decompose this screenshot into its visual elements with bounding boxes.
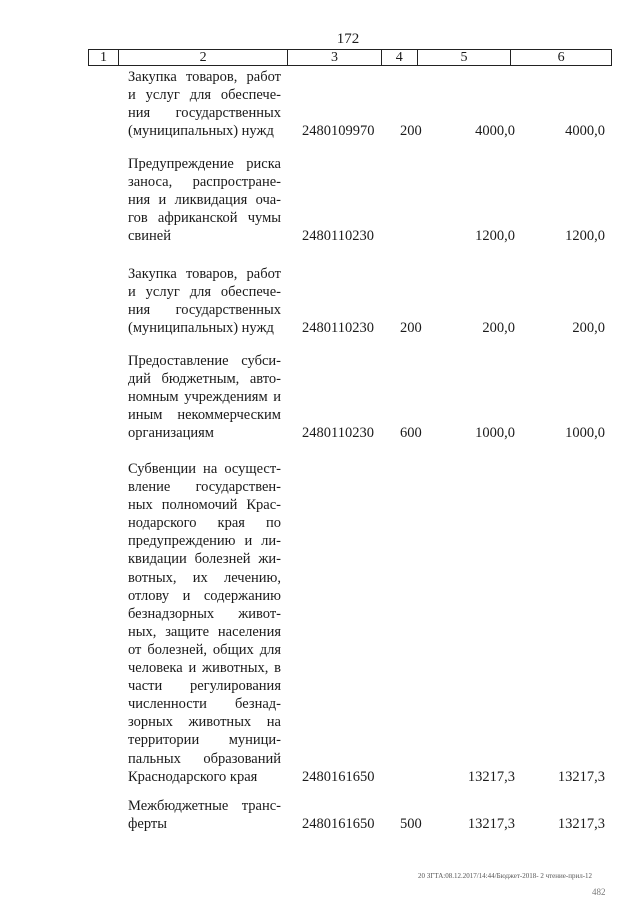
row-amount-col6: 200,0 — [572, 320, 605, 337]
table-header-row — [88, 49, 612, 66]
description-line: Предоставление субси- — [128, 353, 281, 369]
description-line: отлову и содержанию — [128, 587, 281, 604]
page-number: 172 — [336, 31, 360, 47]
description-line: Субвенции на осущест- — [128, 461, 281, 477]
row-code: 2480110230 — [302, 320, 374, 337]
description-line: вотных, их лечению, — [128, 569, 281, 586]
description-line: (муниципальных) нужд — [128, 123, 274, 140]
description-line: предупреждению и ли- — [128, 533, 281, 550]
footer-mark: 482 — [592, 887, 606, 897]
row-code: 2480109970 — [302, 123, 375, 140]
description-line: части регулирования — [128, 678, 281, 695]
description-line: ния государственных — [128, 105, 281, 122]
row-expense-type: 200 — [400, 123, 422, 140]
row-expense-type: 600 — [400, 425, 422, 442]
description-line: ных полномочий Крас- — [128, 497, 281, 514]
footer-stamp: 20 ЗГТА:08.12.2017/14:44/Бюджет-2018- 2 чтение-прил-12 — [418, 872, 593, 880]
description-line: и услуг для обеспече- — [128, 284, 281, 301]
description-line: ния государственных — [128, 302, 281, 319]
description-line: и услуг для обеспече- — [128, 87, 281, 104]
row-expense-type: 200 — [400, 320, 422, 337]
description-line: вление государствен- — [128, 479, 281, 496]
description-line: ния и ликвидация оча- — [128, 192, 281, 209]
description-line: нодарского края по — [128, 515, 281, 532]
row-description — [128, 155, 281, 245]
row-description — [128, 265, 281, 337]
row-amount-col5: 13217,3 — [467, 816, 515, 833]
description-line: организациям — [128, 425, 214, 442]
row-code: 2480110230 — [302, 425, 374, 442]
row-amount-col5: 4000,0 — [475, 123, 515, 140]
column-header-3: 3 — [288, 50, 382, 65]
row-code: 2480110230 — [302, 228, 374, 245]
row-description — [128, 352, 281, 442]
description-line: Краснодарского края — [128, 768, 258, 785]
description-line: свиней — [128, 228, 171, 245]
row-amount-col5: 1000,0 — [475, 425, 515, 442]
description-line: численности безнад- — [128, 696, 281, 713]
column-header-5: 5 — [418, 50, 512, 65]
description-line: территории муници- — [128, 732, 281, 749]
description-line: дий бюджетным, авто- — [128, 371, 281, 388]
row-amount-col6: 1000,0 — [565, 425, 605, 442]
description-line: (муниципальных) нужд — [128, 320, 274, 337]
row-amount-col5: 200,0 — [482, 320, 515, 337]
description-line: номным учреждениям и — [128, 389, 281, 406]
description-line: Предупреждение риска — [128, 156, 281, 172]
row-code: 2480161650 — [302, 816, 375, 833]
description-line: иным некоммерческим — [128, 407, 281, 424]
description-line: пальных образований — [128, 750, 281, 767]
description-line: зорных животных на — [128, 714, 281, 731]
description-line: безнадзорных живот- — [128, 605, 281, 622]
description-line: ферты — [128, 816, 167, 833]
description-line: квидации болезней жи- — [128, 551, 281, 568]
description-line: Закупка товаров, работ — [128, 266, 281, 282]
row-code: 2480161650 — [302, 768, 375, 785]
row-description — [128, 68, 281, 140]
description-line: заноса, распростране- — [128, 174, 281, 191]
row-amount-col6: 13217,3 — [557, 816, 605, 833]
row-expense-type: 500 — [400, 816, 422, 833]
description-line: ных, защите населения — [128, 623, 281, 640]
row-description — [128, 797, 281, 833]
description-line: Закупка товаров, работ — [128, 69, 281, 85]
description-line: человека и животных, в — [128, 660, 281, 677]
row-amount-col6: 1200,0 — [565, 228, 605, 245]
column-header-2: 2 — [119, 50, 288, 65]
row-amount-col5: 1200,0 — [475, 228, 515, 245]
description-line: Межбюджетные транс- — [128, 798, 281, 814]
row-amount-col6: 13217,3 — [557, 768, 605, 785]
row-amount-col5: 13217,3 — [467, 768, 515, 785]
description-line: от болезней, общих для — [128, 641, 281, 658]
description-line: гов африканской чумы — [128, 210, 281, 227]
column-header-6: 6 — [557, 50, 565, 65]
row-description — [128, 460, 281, 786]
column-header-4: 4 — [382, 50, 418, 65]
column-header-1: 1 — [89, 50, 119, 65]
row-amount-col6: 4000,0 — [565, 123, 605, 140]
